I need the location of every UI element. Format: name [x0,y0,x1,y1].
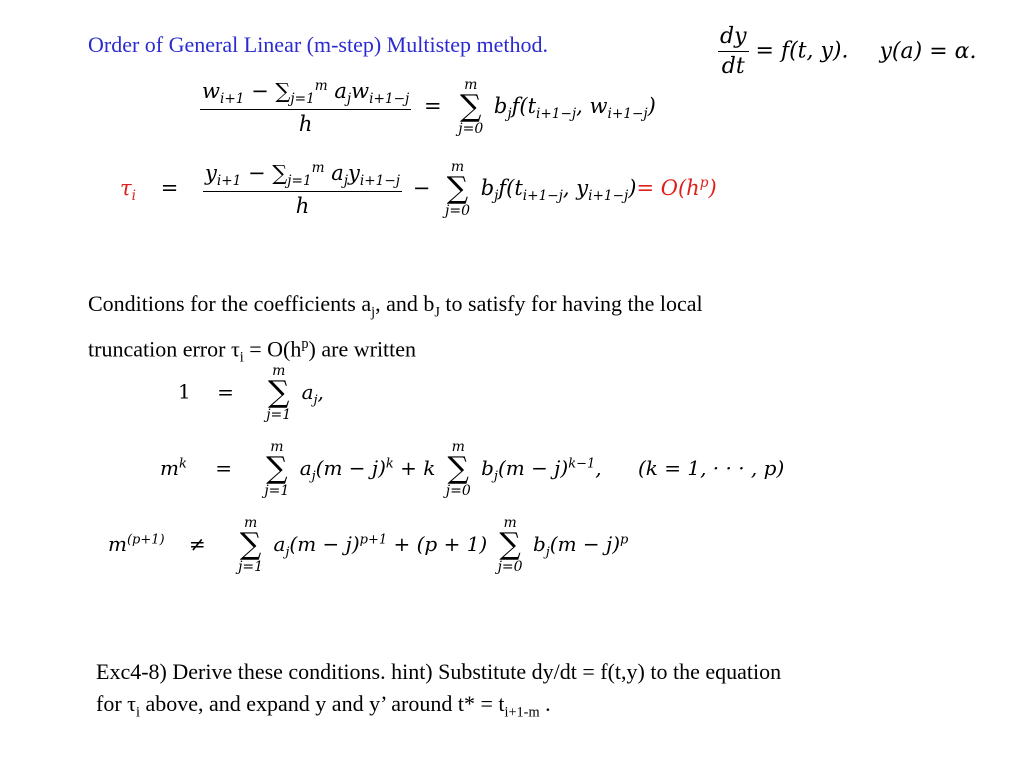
multistep-scheme: $\frac{w_{i+1} - \sum_{j=1}^m a_jw_{i+1-j}}{h}$ = m ∑ j=0 $b_jf(t_{i+1-j}$, $w_{i+1-j}$) [202,77,656,138]
exercise-line-2: for $\tau_i$ above, and expand y and y’ around $t* = t_{i+1-m}$ . [96,691,551,721]
exercise-line-1: Exc4-8) Derive these conditions. hint) Substitute dy/dt = f(t,y) to the equation [96,659,782,684]
ode-equation [718,24,976,79]
exercise-paragraph [96,656,781,728]
initial-condition: y(a) = α. [879,38,977,64]
condition-1: 1 = m ∑ j=1 $a_j$, [178,363,324,423]
k-range: (k = 1, · · · , p) [637,455,785,480]
scheme-fraction: $\frac{w_{i+1} - \sum_{j=1}^m a_jw_{i+1-j}}{h}$ [202,78,410,137]
condition-3: $m^{(p+1)}$ ≠ m ∑ j=1 $a_j(m - j)^{p+1} + (p + 1)$ m ∑ j=0 $b_j(m - j)^p$ [108,515,629,575]
tau-label: $\tau_i$ [120,175,136,204]
dy-dt-fraction: $\frac{dy}{dt}$ [720,24,747,79]
truncation-error-equation: $\tau_i$ = $\frac{y_{i+1} - \sum_{j=1}^m a_jy_{i+1-j}}{h}$ − m ∑ j=0 $b_jf(t_{i+1-j}$, $y_{i+1-j})= O(h^p)$ [120,159,717,220]
sum-symbol: m ∑ j=0 [445,159,470,220]
tau-fraction: $\frac{y_{i+1} - \sum_{j=1}^m a_jy_{i+1-j}}{h}$ [204,160,401,219]
sum-symbol: m ∑ j=0 [458,77,484,138]
conditions-line-1: Conditions for the coefficients $a_j$, and $b_J$ to satisfy for having the local [88,291,703,321]
scheme-rhs: $b_jf(t_{i+1-j}$, $w_{i+1-j}$) [493,93,656,122]
order-term: = $O(h^p)$ [636,174,717,200]
condition-2: $m^k$ = m ∑ j=1 $a_j(m - j)^k + k$ m ∑ j=0 $b_j(m - j)^{k-1}$, (k = 1, · · · , p) [160,439,785,499]
slide-title: Order of General Linear (m-step) Multistep method. [88,32,549,57]
ode-rhs: = f(t, y). [755,38,849,64]
conditions-line-2: truncation error $\tau_i = O(h^p)$ are written [88,336,417,367]
conditions-paragraph [88,288,703,374]
